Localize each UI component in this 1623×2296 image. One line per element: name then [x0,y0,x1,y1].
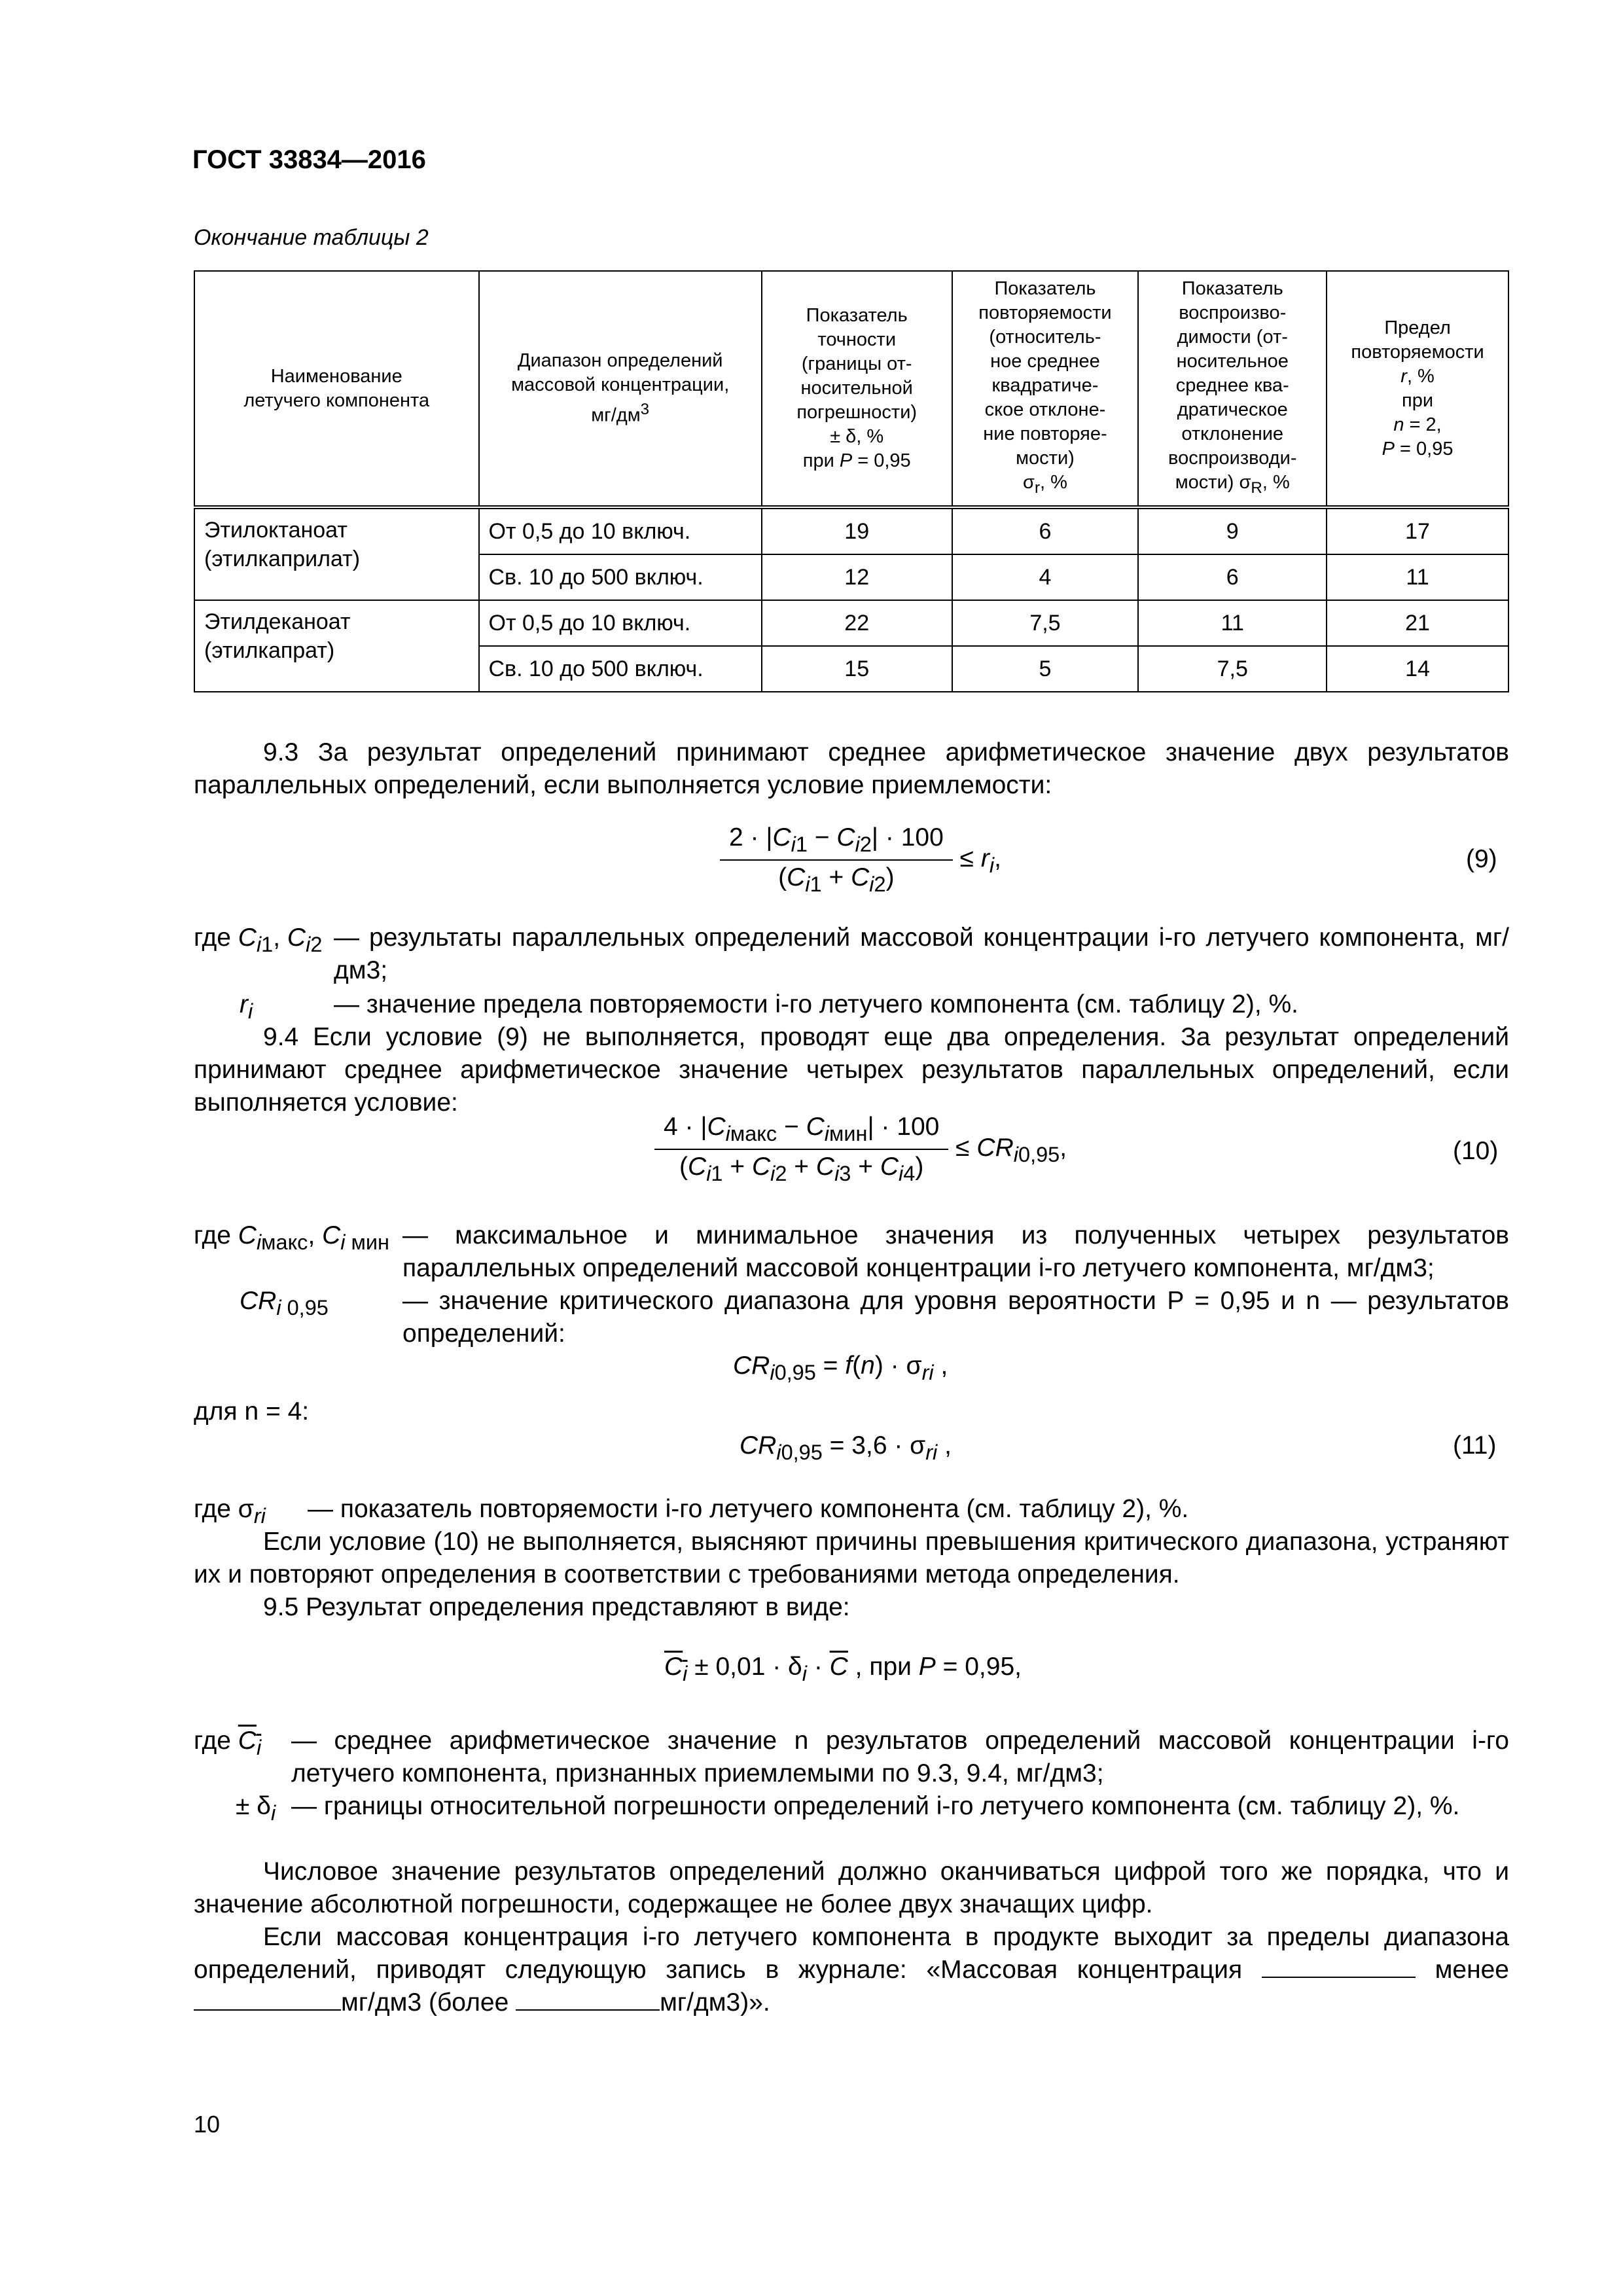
table-2 [194,270,1509,692]
sr-cell: 4 [952,554,1139,600]
table-row [194,600,1508,646]
where-9-desc: — результаты параллельных определений массовой концентрации i-го летучего компонента, мг/дм3; [334,924,1509,984]
document-header: ГОСТ 33834—2016 [192,145,426,174]
table-caption: Окончание таблицы 2 [194,225,429,250]
r-cell: 21 [1327,600,1508,646]
delta-cell: 12 [762,554,952,600]
where-9-r-symbol: $r_i$ [240,990,253,1023]
col-header-range: Диапазон определений массовой концентрации, $мг/дм^3$ [479,271,762,507]
equation-10-number: (10) [1453,1137,1499,1165]
col-header-accuracy: Показатель точности (границы от- носительной погрешности) ± δ, % при P = 0,95 [762,271,952,507]
component-name: Этилдеканоат (этилкапрат) [194,600,479,692]
where-9-symbols: где $C_{i1}$, $C_{i2}$ [194,924,323,956]
sR-cell: 11 [1138,600,1327,646]
range-cell: Св. 10 до 500 включ. [479,554,762,600]
r-cell: 14 [1327,646,1508,692]
paragraph-condition-10: Если условие (10) не выполняется, выясняют причины превышения критического диапазона, устраняют их и повторяют определения в соответствии с требованиями метода определения. [194,1528,1509,1588]
table-header-row [194,271,1508,507]
where-10-desc: — максимальное и минимальное значения из полученных четырех результатов параллельных определений массовой концентрации i-го летучего компонента, мг/дм3; [402,1221,1509,1282]
sr-cell: 7,5 [952,600,1139,646]
col-header-repeatability: Показатель повторяемости (относитель- ное среднее квадратиче- ское отклоне- ние повторяе- мости) $\sigma_r$, % [952,271,1139,507]
sr-cell: 6 [952,507,1139,554]
where-c-desc: — среднее арифметическое значение n результатов определений массовой концентрации i-го летучего компонента, признанных приемлемыми по 9.3, 9.4, мг/дм3; [291,1727,1509,1787]
col-header-reproducibility: Показатель воспроизво- димости (от- носительное среднее ква- дратическое отклонение воспроизводи- мости) $\sigma_R$, % [1138,271,1327,507]
r-cell: 17 [1327,507,1508,554]
component-name: Этилоктаноат (этилкаприлат) [194,507,479,600]
equation-cr-general: $CR_{i0,95} = f(n) \cdot \sigma_{ri}$ , [733,1352,948,1384]
paragraph-9-5: 9.5 Результат определения представляют в виде: [263,1593,850,1621]
delta-cell: 19 [762,507,952,554]
paragraph-9-4: 9.4 Если условие (9) не выполняется, проводят еще два определения. За результат определений принимают среднее арифметическое значение четырех результатов параллельных определений, если выполняется условие: [194,1023,1509,1117]
equation-11-number: (11) [1453,1431,1497,1460]
delta-cell: 15 [762,646,952,692]
where-10-symbols: где $C_{iмакс}$, $C_{i мин}$ [194,1221,389,1254]
for-n4-label: для n = 4: [194,1397,310,1426]
paragraph-out-of-range-cont: мг/дм3 (более мг/дм3)». [194,1986,1509,2019]
equation-9-number: (9) [1466,845,1497,873]
sR-cell: 7,5 [1138,646,1327,692]
where-10-cr-desc: — значение критического диапазона для уровня вероятности P = 0,95 и n — результатов определений: [402,1287,1509,1348]
blank-line [1262,1954,1416,1978]
range-cell: От 0,5 до 10 включ. [479,600,762,646]
where-c-symbol: где $C_i$ [194,1727,262,1759]
range-cell: Св. 10 до 500 включ. [479,646,762,692]
delta-cell: 22 [762,600,952,646]
equation-10: $\frac{4 \cdot |C_{iмакс} - C_{iмин}| \cdot 100}{(C_{i1} + C_{i2} + C_{i3} + C_{i4})}$ ≤ $CR_{i0,95}$, [654,1113,1067,1186]
blank-line [194,1987,341,2011]
blank-line [516,1987,660,2011]
where-10-cr-symbol: $CR_{i 0,95}$ [240,1287,329,1319]
where-delta-symbol: ± $\delta_i$ [236,1792,276,1825]
range-cell: От 0,5 до 10 включ. [479,507,762,554]
r-cell: 11 [1327,554,1508,600]
table-row [194,507,1508,554]
sr-cell: 5 [952,646,1139,692]
where-11-symbol: где $\sigma_{ri}$ [194,1495,266,1528]
equation-result: $C_i \pm 0,01 \cdot \delta_i \cdot \overline{C}$ , при P = 0,95, [664,1653,1022,1685]
paragraph-9-3: 9.3 За результат определений принимают среднее арифметическое значение двух результатов параллельных определений, если выполняется условие приемлемости: [194,738,1509,799]
paragraph-out-of-range: Если массовая концентрация i-го летучего компонента в продукте выходит за пределы диапазона определений, приводят следующую запись в журнале: «Массовая концентрация менее [194,1923,1509,1984]
where-11-desc: — показатель повторяемости i-го летучего компонента (см. таблицу 2), %. [308,1495,1189,1523]
equation-11: $CR_{i0,95} = 3,6 \cdot \sigma_{ri}$ , [740,1431,952,1464]
equation-9: $\frac{2 \cdot |C_{i1} - C_{i2}| \cdot 100}{(C_{i1} + C_{i2})}$ ≤ $r_i$, [720,823,1001,897]
where-delta-desc: — границы относительной погрешности определений i-го летучего компонента (см. таблицу 2), %. [291,1792,1460,1820]
col-header-component: Наименование летучего компонента [194,271,479,507]
paragraph-numeric-value: Числовое значение результатов определений должно оканчиваться цифрой того же порядка, что и значение абсолютной погрешности, содержащее не более двух значащих цифр. [194,1857,1509,1918]
sR-cell: 6 [1138,554,1327,600]
where-9-r-desc: — значение предела повторяемости i-го летучего компонента (см. таблицу 2), %. [334,990,1299,1018]
col-header-limit: Предел повторяемости r, % при n = 2, P = 0,95 [1327,271,1508,507]
sR-cell: 9 [1138,507,1327,554]
page-number: 10 [194,2111,221,2138]
